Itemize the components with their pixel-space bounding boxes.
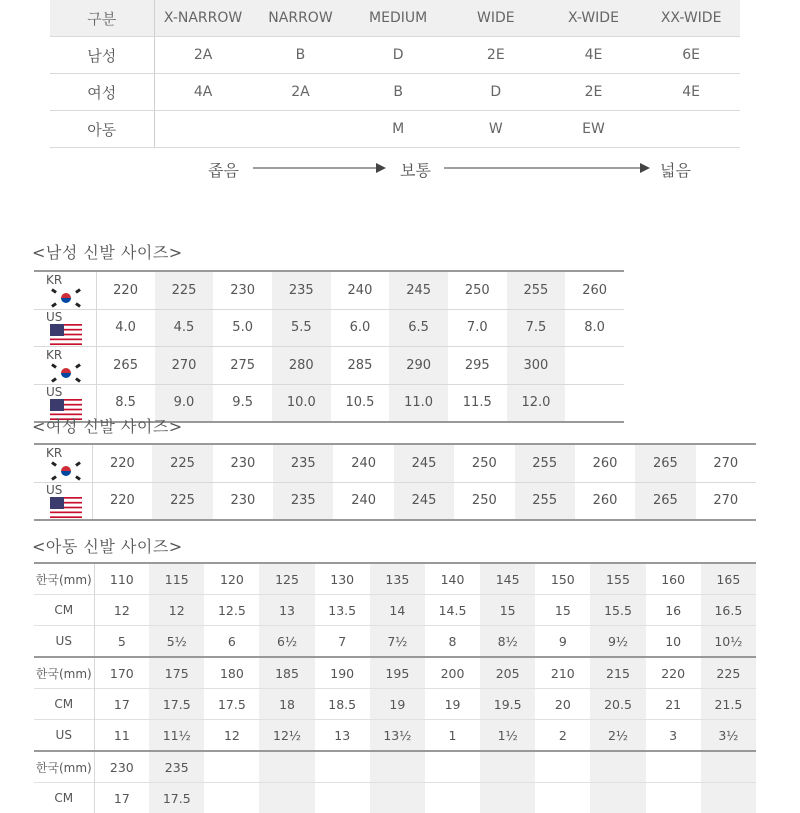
kids-size-cell: [701, 751, 756, 783]
kids-size-cell: 190: [315, 657, 370, 689]
kids-size-cell: [370, 751, 425, 783]
men-size-cell: 250: [448, 271, 507, 309]
men-size-cell: [565, 384, 624, 422]
width-cell: 4E: [545, 37, 643, 74]
width-header-row: [50, 0, 740, 37]
kids-size-cell: 17: [94, 689, 149, 720]
kids-size-row: [34, 657, 756, 689]
women-size-cell: 270: [696, 482, 756, 520]
women-size-cell: 270: [696, 444, 756, 482]
kr-flag-icon: [50, 460, 82, 482]
men-size-cell: 285: [331, 347, 390, 385]
width-cell: [642, 111, 740, 148]
kids-size-cell: 12: [204, 720, 259, 752]
kids-size-cell: [204, 783, 259, 813]
kr-flag-icon: [50, 362, 82, 384]
men-size-row: [34, 271, 624, 309]
width-cell: 6E: [642, 37, 740, 74]
kids-size-cell: 170: [94, 657, 149, 689]
men-size-cell: 225: [155, 271, 214, 309]
men-size-table: [34, 270, 624, 423]
kids-size-cell: 6: [204, 626, 259, 658]
kids-row-label: CM: [34, 595, 94, 626]
kids-size-cell: 7½: [370, 626, 425, 658]
kids-size-cell: 115: [149, 563, 204, 595]
country-code: US: [46, 385, 66, 399]
width-cell: D: [349, 37, 447, 74]
kids-size-cell: 140: [425, 563, 480, 595]
kids-size-cell: 1: [425, 720, 480, 752]
kids-size-cell: 200: [425, 657, 480, 689]
width-cell: EW: [545, 111, 643, 148]
women-size-cell: 245: [394, 482, 454, 520]
kids-size-cell: 210: [535, 657, 590, 689]
kids-size-cell: 3: [646, 720, 701, 752]
kids-size-table: [34, 562, 756, 813]
men-size-cell: 265: [96, 347, 155, 385]
men-size-cell: 300: [507, 347, 566, 385]
kids-size-cell: 12½: [259, 720, 314, 752]
kids-size-cell: 17.5: [149, 783, 204, 813]
women-size-cell: 245: [394, 444, 454, 482]
kids-size-cell: 10: [646, 626, 701, 658]
women-size-cell: 230: [213, 482, 273, 520]
width-header-cell: XX-WIDE: [642, 0, 740, 37]
kids-row-label: US: [34, 720, 94, 752]
kids-size-cell: 12: [149, 595, 204, 626]
kids-size-cell: [535, 751, 590, 783]
kids-size-cell: 195: [370, 657, 425, 689]
kids-size-cell: 125: [259, 563, 314, 595]
width-cell: D: [447, 74, 545, 111]
kids-size-cell: 19.5: [480, 689, 535, 720]
men-size-cell: 6.0: [331, 309, 390, 347]
men-size-cell: 275: [213, 347, 272, 385]
width-row: [50, 37, 740, 74]
kids-size-cell: 14.5: [425, 595, 480, 626]
kids-size-cell: 21: [646, 689, 701, 720]
kids-size-cell: 155: [590, 563, 645, 595]
kids-size-row: [34, 563, 756, 595]
women-size-cell: 225: [152, 444, 212, 482]
kids-size-cell: 9½: [590, 626, 645, 658]
scale-narrow-label: 좁음: [208, 158, 239, 181]
kids-size-row: [34, 783, 756, 813]
women-size-cell: 250: [454, 444, 514, 482]
width-cell: 2E: [447, 37, 545, 74]
men-size-cell: 4.0: [96, 309, 155, 347]
women-size-cell: 220: [92, 482, 152, 520]
width-row-label: 남성: [50, 37, 154, 74]
women-size-cell: 235: [273, 482, 333, 520]
men-size-cell: 6.5: [389, 309, 448, 347]
kids-row-label: 한국(mm): [34, 657, 94, 689]
width-header-cell: 구분: [50, 0, 154, 37]
men-size-row: [34, 347, 624, 385]
kids-size-cell: [590, 783, 645, 813]
men-size-cell: 245: [389, 271, 448, 309]
kids-size-cell: 150: [535, 563, 590, 595]
kids-row-label: 한국(mm): [34, 563, 94, 595]
kids-size-cell: 9: [535, 626, 590, 658]
women-size-cell: 250: [454, 482, 514, 520]
kids-size-cell: 16: [646, 595, 701, 626]
country-code: KR: [46, 446, 66, 460]
width-row-label: 여성: [50, 74, 154, 111]
kids-size-cell: 185: [259, 657, 314, 689]
width-cell: 2E: [545, 74, 643, 111]
women-size-cell: 240: [333, 482, 393, 520]
women-size-cell: 220: [92, 444, 152, 482]
women-size-cell: 260: [575, 482, 635, 520]
us-flag-icon: [50, 497, 82, 519]
country-code: KR: [46, 273, 66, 287]
men-size-cell: 8.0: [565, 309, 624, 347]
men-row-label: [34, 347, 96, 385]
men-size-cell: 280: [272, 347, 331, 385]
men-size-cell: 11.5: [448, 384, 507, 422]
kids-size-cell: 180: [204, 657, 259, 689]
kids-row-label: CM: [34, 689, 94, 720]
kids-size-cell: [535, 783, 590, 813]
women-size-cell: 240: [333, 444, 393, 482]
kids-row-label: 한국(mm): [34, 751, 94, 783]
kids-size-cell: 5: [94, 626, 149, 658]
men-size-cell: 10.0: [272, 384, 331, 422]
kids-size-row: [34, 689, 756, 720]
kids-size-cell: 15.5: [590, 595, 645, 626]
kids-size-cell: [315, 751, 370, 783]
men-size-cell: 295: [448, 347, 507, 385]
width-cell: 2A: [252, 74, 350, 111]
women-size-cell: 255: [515, 444, 575, 482]
men-size-cell: 4.5: [155, 309, 214, 347]
kids-size-cell: 110: [94, 563, 149, 595]
kids-size-cell: 8: [425, 626, 480, 658]
kids-size-cell: 230: [94, 751, 149, 783]
kids-size-cell: 15: [480, 595, 535, 626]
kids-size-cell: 1½: [480, 720, 535, 752]
width-scale: [0, 150, 800, 186]
kids-size-cell: 12.5: [204, 595, 259, 626]
width-header-cell: MEDIUM: [349, 0, 447, 37]
men-size-cell: 235: [272, 271, 331, 309]
women-size-cell: 225: [152, 482, 212, 520]
kids-size-cell: 18.5: [315, 689, 370, 720]
kids-size-cell: 220: [646, 657, 701, 689]
kids-size-cell: 7: [315, 626, 370, 658]
kids-row-label: CM: [34, 783, 94, 813]
kids-size-row: [34, 626, 756, 658]
width-cell: B: [349, 74, 447, 111]
kids-size-cell: [259, 751, 314, 783]
kids-size-cell: 215: [590, 657, 645, 689]
kids-size-cell: 6½: [259, 626, 314, 658]
kids-size-cell: 10½: [701, 626, 756, 658]
men-size-cell: 5.5: [272, 309, 331, 347]
kids-size-cell: [646, 751, 701, 783]
kids-size-cell: 2: [535, 720, 590, 752]
kids-size-cell: 18: [259, 689, 314, 720]
men-size-cell: 9.0: [155, 384, 214, 422]
width-header-cell: NARROW: [252, 0, 350, 37]
kids-size-title: <아동 신발 사이즈>: [32, 534, 183, 557]
kids-size-cell: [480, 783, 535, 813]
kids-size-cell: [701, 783, 756, 813]
women-size-cell: 260: [575, 444, 635, 482]
width-cell: [252, 111, 350, 148]
kids-size-cell: 13.5: [315, 595, 370, 626]
kids-size-cell: [480, 751, 535, 783]
width-header-cell: WIDE: [447, 0, 545, 37]
width-cell: B: [252, 37, 350, 74]
kids-size-cell: 145: [480, 563, 535, 595]
men-size-cell: 7.5: [507, 309, 566, 347]
women-row-label: [34, 444, 92, 482]
kids-size-cell: 20.5: [590, 689, 645, 720]
kids-size-cell: 3½: [701, 720, 756, 752]
kids-size-cell: 20: [535, 689, 590, 720]
width-cell: W: [447, 111, 545, 148]
width-header-cell: X-WIDE: [545, 0, 643, 37]
kids-size-cell: 21.5: [701, 689, 756, 720]
men-size-cell: 240: [331, 271, 390, 309]
women-size-cell: 230: [213, 444, 273, 482]
kids-size-cell: [315, 783, 370, 813]
kids-size-cell: [259, 783, 314, 813]
kids-size-cell: 12: [94, 595, 149, 626]
men-size-cell: 255: [507, 271, 566, 309]
kids-size-cell: 19: [425, 689, 480, 720]
men-size-title: <남성 신발 사이즈>: [32, 240, 183, 263]
men-row-label: [34, 271, 96, 309]
kids-size-cell: 135: [370, 563, 425, 595]
kids-size-cell: 205: [480, 657, 535, 689]
scale-normal-label: 보통: [400, 158, 431, 181]
width-cell: 4A: [154, 74, 252, 111]
kids-size-cell: 15: [535, 595, 590, 626]
width-row: [50, 111, 740, 148]
kids-size-row: [34, 751, 756, 783]
women-size-cell: 265: [635, 482, 695, 520]
country-code: KR: [46, 348, 66, 362]
men-size-cell: 220: [96, 271, 155, 309]
men-size-cell: 270: [155, 347, 214, 385]
width-row: [50, 74, 740, 111]
kids-size-cell: 160: [646, 563, 701, 595]
kids-size-cell: 165: [701, 563, 756, 595]
kids-size-cell: 8½: [480, 626, 535, 658]
country-code: US: [46, 483, 66, 497]
men-size-cell: 5.0: [213, 309, 272, 347]
kids-size-row: [34, 720, 756, 752]
scale-wide-label: 넓음: [660, 158, 691, 181]
kids-size-cell: 14: [370, 595, 425, 626]
kids-size-cell: 175: [149, 657, 204, 689]
kids-row-label: US: [34, 626, 94, 658]
kids-size-cell: 17.5: [204, 689, 259, 720]
women-size-cell: 265: [635, 444, 695, 482]
men-size-cell: 11.0: [389, 384, 448, 422]
men-size-cell: 8.5: [96, 384, 155, 422]
men-size-cell: 12.0: [507, 384, 566, 422]
kids-size-cell: [590, 751, 645, 783]
men-size-cell: 260: [565, 271, 624, 309]
country-code: US: [46, 310, 66, 324]
men-row-label: [34, 309, 96, 347]
kids-size-cell: [425, 783, 480, 813]
women-size-row: [34, 444, 756, 482]
width-table: [50, 0, 740, 148]
kids-size-cell: 11: [94, 720, 149, 752]
men-size-cell: 290: [389, 347, 448, 385]
kids-size-cell: 16.5: [701, 595, 756, 626]
width-header-cell: X-NARROW: [154, 0, 252, 37]
width-cell: 4E: [642, 74, 740, 111]
men-size-cell: 7.0: [448, 309, 507, 347]
women-size-cell: 255: [515, 482, 575, 520]
kids-size-cell: 13: [315, 720, 370, 752]
kids-size-cell: 17: [94, 783, 149, 813]
kids-size-cell: [204, 751, 259, 783]
men-size-cell: [565, 347, 624, 385]
us-flag-icon: [50, 324, 82, 346]
width-row-label: 아동: [50, 111, 154, 148]
width-cell: M: [349, 111, 447, 148]
kids-size-cell: 120: [204, 563, 259, 595]
kids-size-cell: [370, 783, 425, 813]
width-cell: [154, 111, 252, 148]
women-size-title: <여성 신발 사이즈>: [32, 414, 183, 437]
kids-size-cell: 17.5: [149, 689, 204, 720]
kids-size-cell: 19: [370, 689, 425, 720]
kr-flag-icon: [50, 287, 82, 309]
men-size-cell: 230: [213, 271, 272, 309]
women-size-row: [34, 482, 756, 520]
kids-size-cell: 235: [149, 751, 204, 783]
women-size-table: [34, 443, 756, 521]
kids-size-cell: 225: [701, 657, 756, 689]
kids-size-cell: 130: [315, 563, 370, 595]
kids-size-cell: 13½: [370, 720, 425, 752]
kids-size-row: [34, 595, 756, 626]
kids-size-cell: 11½: [149, 720, 204, 752]
women-row-label: [34, 482, 92, 520]
kids-size-cell: [646, 783, 701, 813]
men-size-row: [34, 309, 624, 347]
men-size-cell: 9.5: [213, 384, 272, 422]
women-size-cell: 235: [273, 444, 333, 482]
kids-size-cell: [425, 751, 480, 783]
men-size-cell: 10.5: [331, 384, 390, 422]
kids-size-cell: 13: [259, 595, 314, 626]
kids-size-cell: 2½: [590, 720, 645, 752]
kids-size-cell: 5½: [149, 626, 204, 658]
width-cell: 2A: [154, 37, 252, 74]
